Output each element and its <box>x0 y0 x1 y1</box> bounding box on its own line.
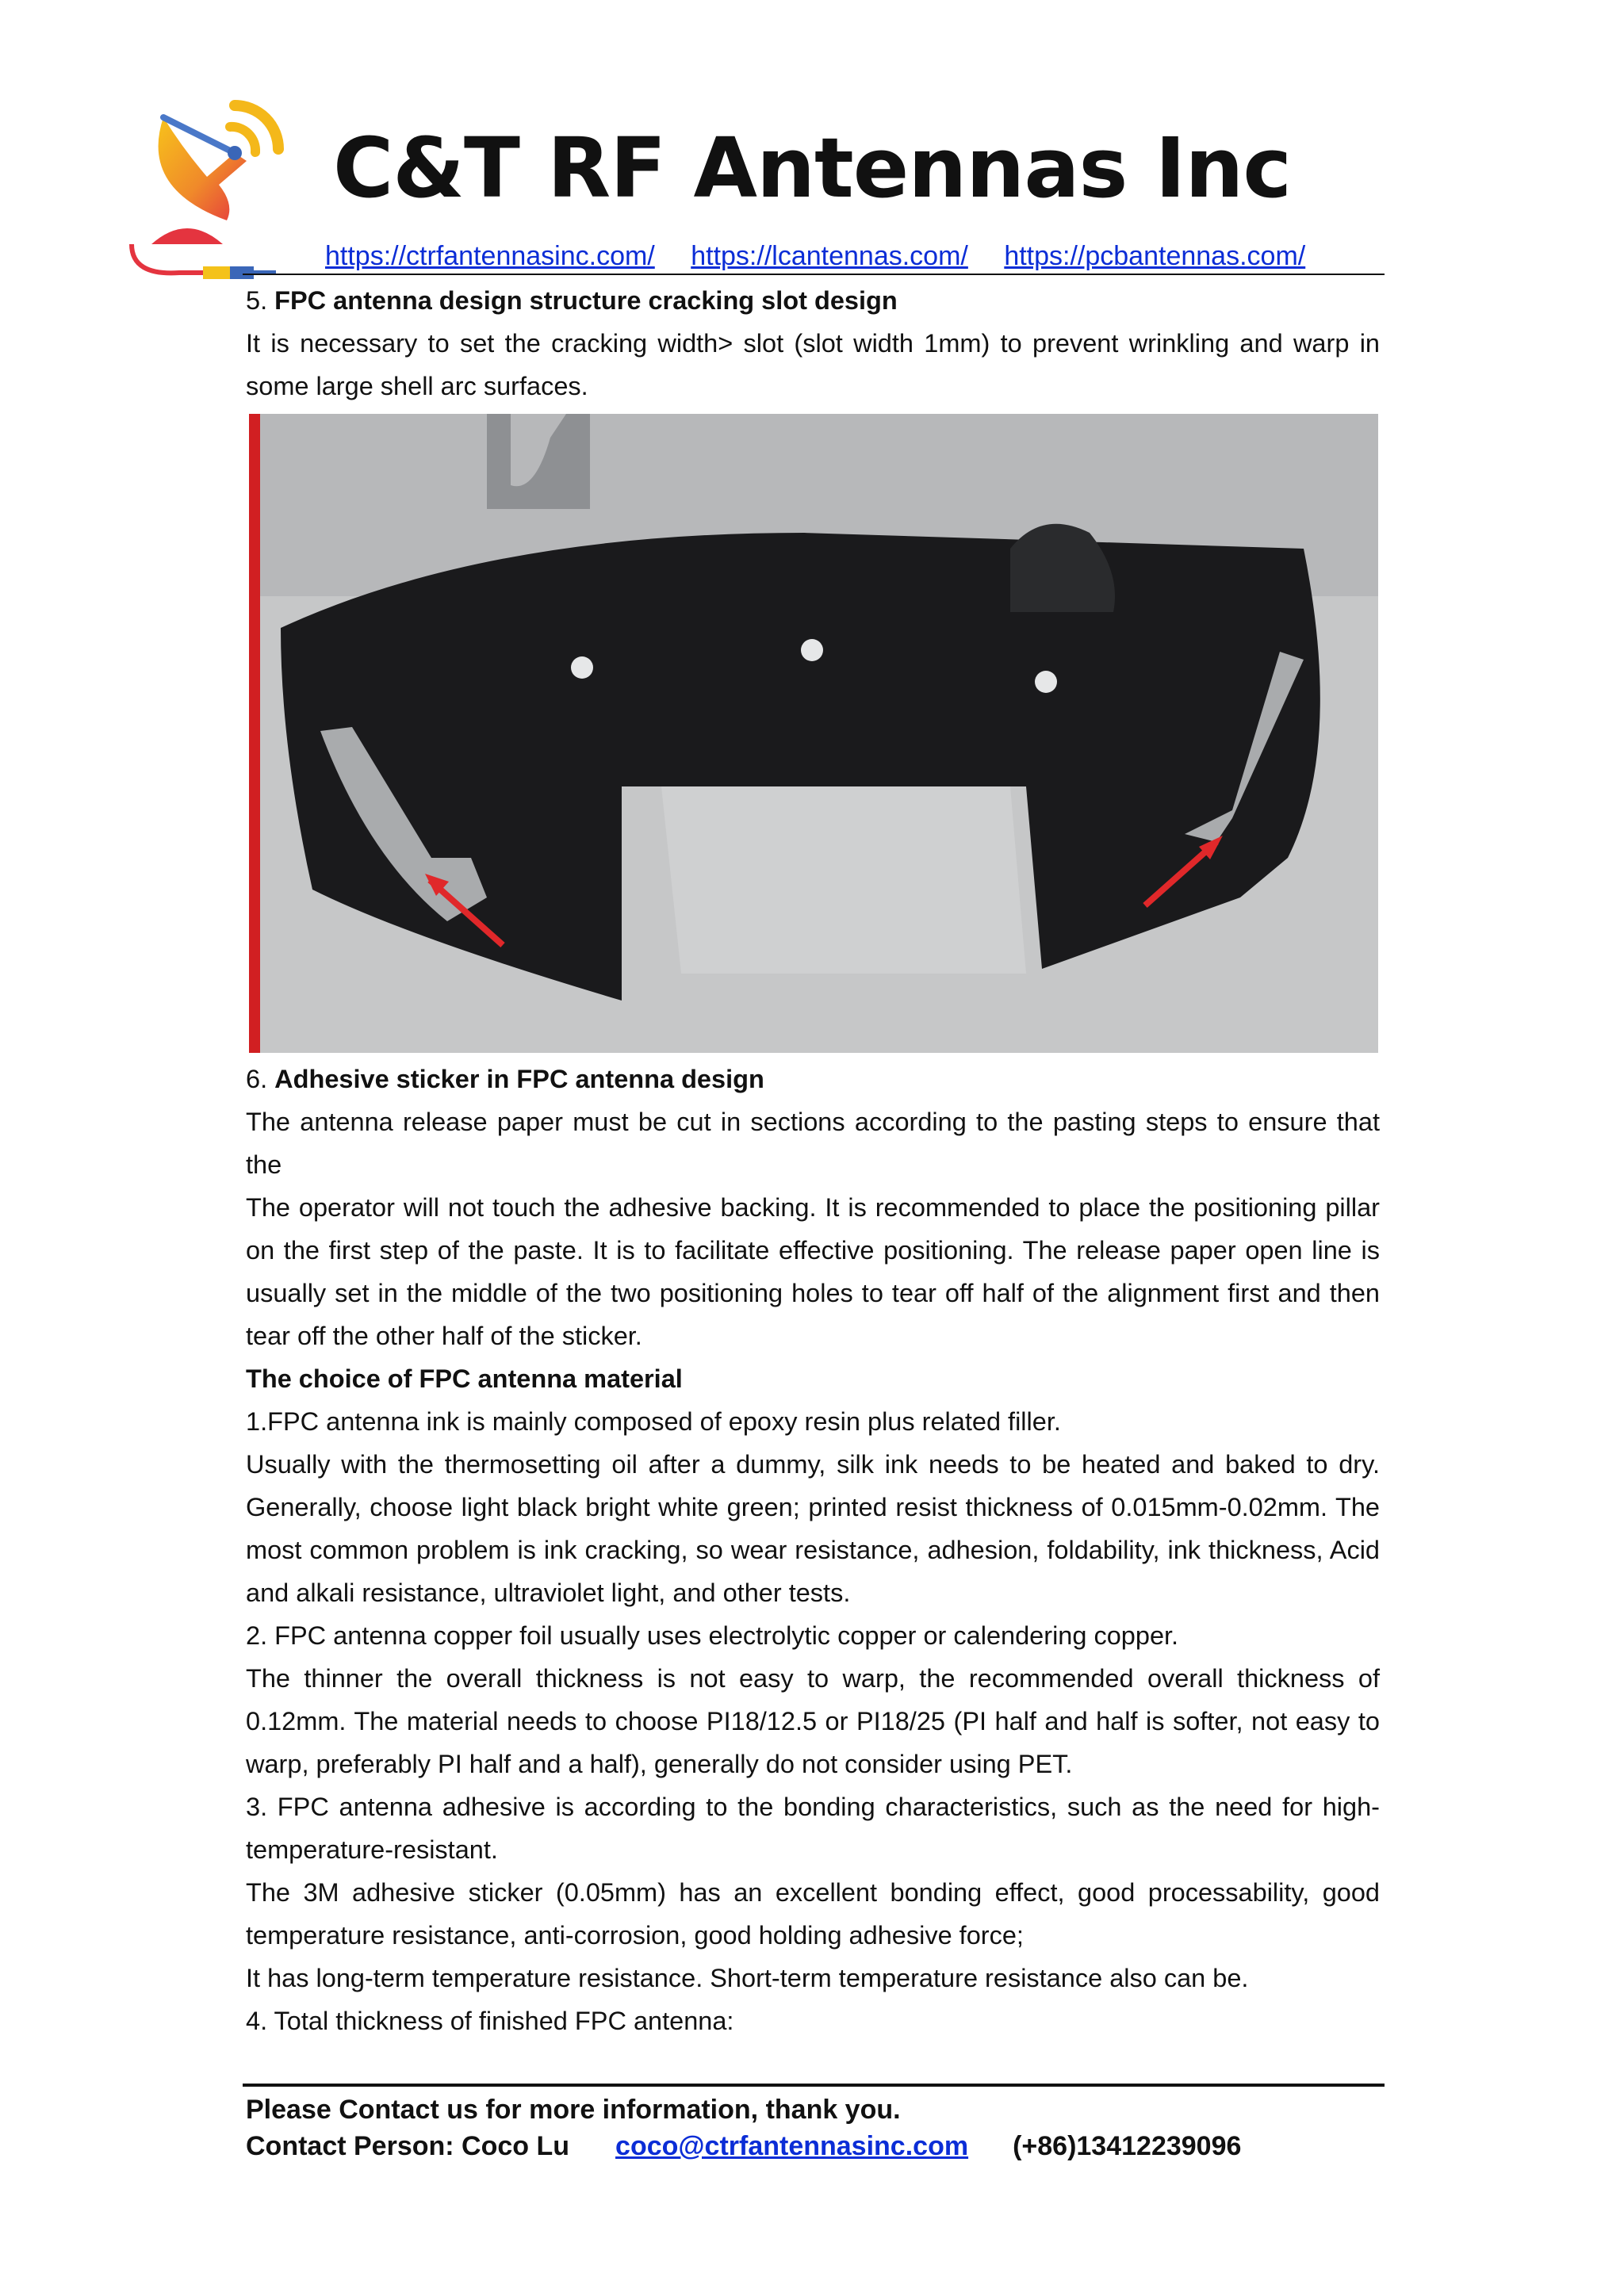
section5-title: FPC antenna design structure cracking slot design <box>274 286 898 315</box>
material-line: 1.FPC antenna ink is mainly composed of epoxy resin plus related filler. <box>246 1407 1061 1436</box>
section6-title: Adhesive sticker in FPC antenna design <box>274 1065 764 1093</box>
contact-email-link[interactable]: coco@ctrfantennasinc.com <box>615 2131 969 2161</box>
fpc-antenna-photo <box>249 414 1378 1053</box>
material-line: 3. FPC antenna adhesive is according to the bonding characteristics, such as the need for high-temperature-resistant. <box>246 1793 1380 1864</box>
material-line: The 3M adhesive sticker (0.05mm) has an excellent bonding effect, good processability, good temperature resistance, anti-corrosion, good holding adhesive force; <box>246 1878 1380 1950</box>
material-line: It has long-term temperature resistance. Short-term temperature resistance also can be. <box>246 1964 1249 1992</box>
contact-phone: (+86)13412239096 <box>1013 2131 1242 2161</box>
footer-divider <box>243 2084 1385 2087</box>
link-ctrfantennasinc[interactable]: https://ctrfantennasinc.com/ <box>325 241 655 271</box>
section6-heading <box>246 1058 1380 1100</box>
section5-heading <box>246 279 1380 322</box>
section6-paragraph-1: The antenna release paper must be cut in sections according to the pasting steps to ensure that the <box>246 1108 1380 1179</box>
link-lcantennas[interactable]: https://lcantennas.com/ <box>691 241 968 271</box>
material-line: Usually with the thermosetting oil after a dummy, silk ink needs to be heated and baked to dry. Generally, choose light black bright white green; printed resist thickness of 0.015mm-0.02mm. The most common problem is ink cracking, so wear resistance, adhesion, foldability, ink thickness, Acid and alkali resistance, ultraviolet light, and other tests. <box>246 1450 1380 1607</box>
material-line: 2. FPC antenna copper foil usually uses electrolytic copper or calendering copper. <box>246 1621 1179 1650</box>
company-title: C&T RF Antennas Inc <box>332 120 1292 216</box>
link-pcbantennas[interactable]: https://pcbantennas.com/ <box>1004 241 1306 271</box>
material-line: 4. Total thickness of finished FPC antenna: <box>246 2007 734 2035</box>
contact-person: Contact Person: Coco Lu <box>246 2131 570 2161</box>
material-heading <box>246 1357 1380 1400</box>
material-line: The thinner the overall thickness is not easy to warp, the recommended overall thickness of 0.12mm. The material needs to choose PI18/12.5 or PI18/25 (PI half and half is softer, not easy to warp, preferably PI half and a half), generally do not consider using PET. <box>246 1664 1380 1778</box>
document-body <box>246 279 1380 2042</box>
header-divider <box>243 274 1385 275</box>
section6-paragraph-2: The operator will not touch the adhesive backing. It is recommended to place the positioning pillar on the first step of the paste. It is to facilitate effective positioning. The release paper open line is usually set in the middle of the two positioning holes to tear off half of the alignment first and then tear off the other half of the sticker. <box>246 1193 1380 1350</box>
footer-contact-line <box>246 2128 1241 2164</box>
header-links <box>325 238 1334 274</box>
footer-contact-note: Please Contact us for more information, thank you. <box>246 2095 901 2125</box>
material-heading-text: The choice of FPC antenna material <box>246 1364 683 1393</box>
footer <box>246 2091 1241 2164</box>
section5-number: 5. <box>246 286 275 315</box>
section6-number: 6. <box>246 1065 275 1093</box>
section5-body: It is necessary to set the cracking width> slot (slot width 1mm) to prevent wrinkling and warp in some large shell arc surfaces. <box>246 329 1380 400</box>
